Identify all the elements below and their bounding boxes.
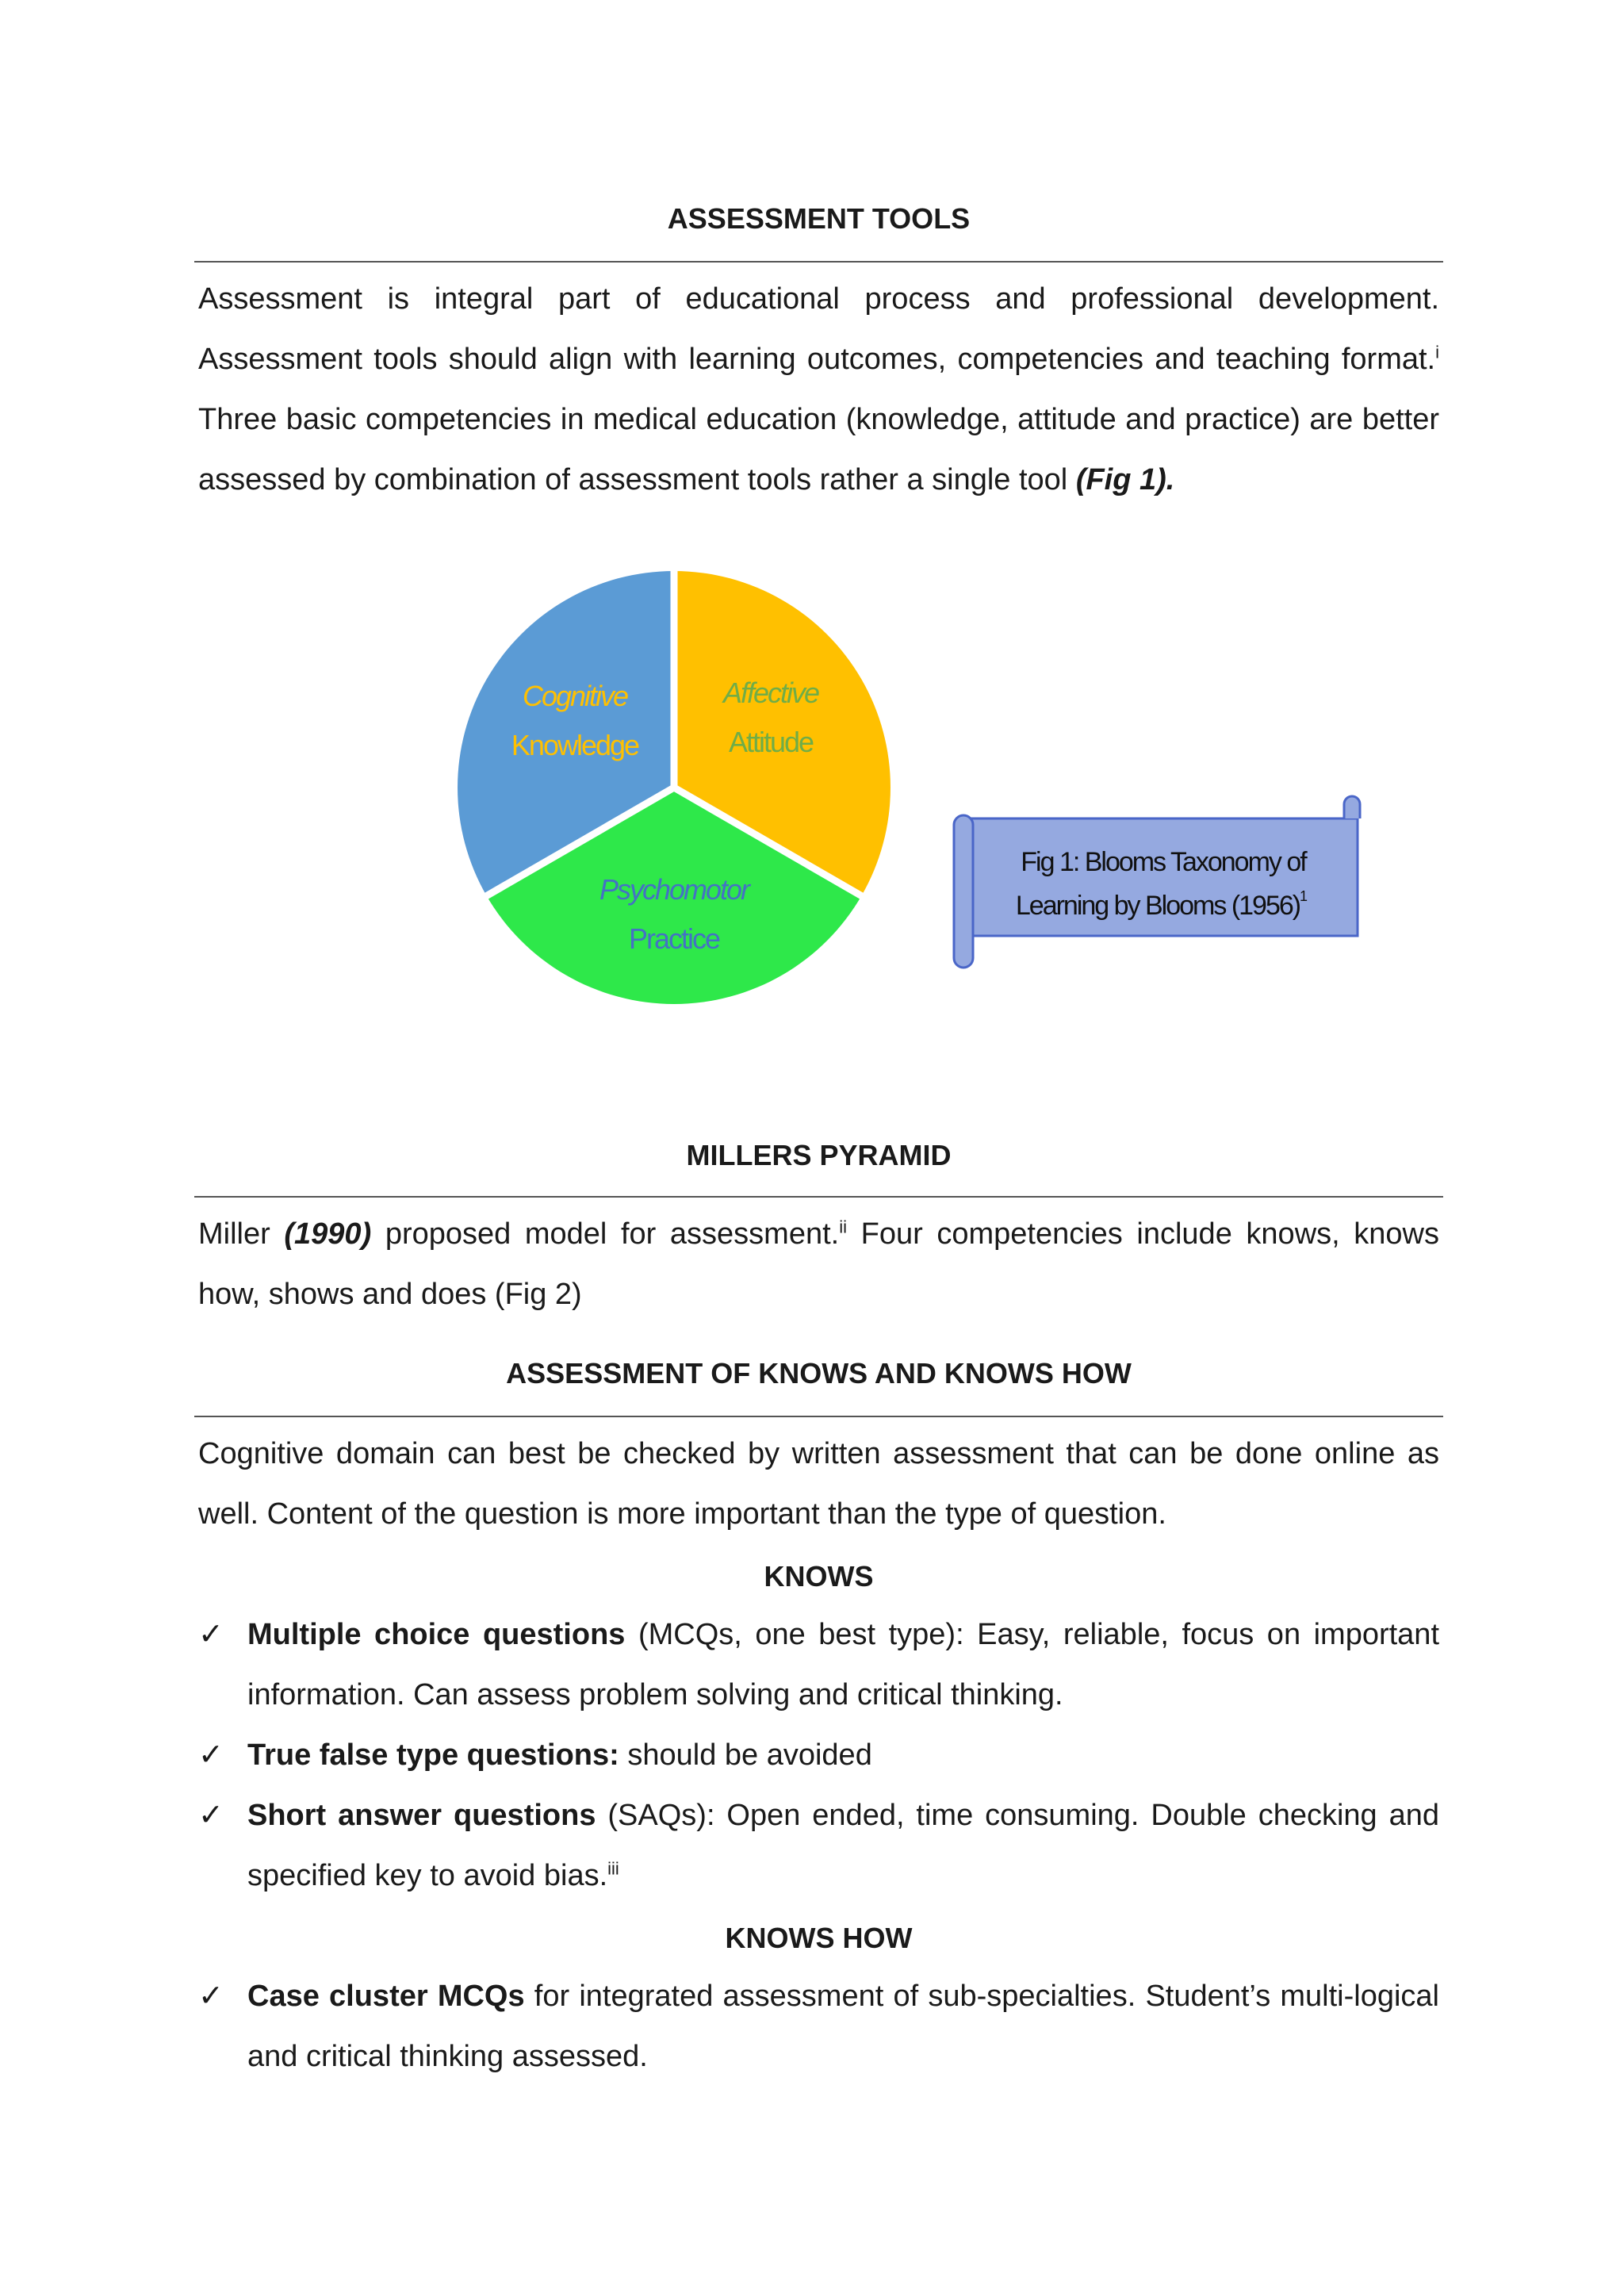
caption-sup: 1 — [1300, 888, 1308, 904]
list-item — [198, 1725, 1439, 1785]
item-description: should be avoided — [619, 1738, 872, 1772]
footnote-ref: i — [1435, 342, 1439, 362]
scroll-left-curl — [954, 815, 973, 968]
check-icon: ✓ — [198, 1618, 224, 1651]
pie-label-attitude: Attitude — [728, 726, 814, 758]
check-icon: ✓ — [198, 1738, 224, 1772]
title-divider — [194, 1196, 1443, 1198]
figure-reference: (Fig 1). — [1075, 463, 1175, 496]
intro-text-a: Assessment is integral part of educational process and professional development. Assessment tools should align with learning outcomes, competencies and teaching format. — [198, 282, 1439, 376]
pie-domain-cognitive: Cognitive — [522, 680, 628, 712]
figure-caption-scroll — [948, 793, 1376, 972]
intro-text-b: Three basic competencies in medical education (knowledge, attitude and practice) are better assessed by combination of assessment tools rather a single tool — [198, 403, 1439, 496]
pie-label-practice: Practice — [628, 922, 720, 955]
list-item — [198, 1966, 1439, 2087]
pie-domain-affective: Affective — [722, 677, 819, 709]
section-title-assessment-tools: ASSESSMENT TOOLS — [667, 202, 971, 235]
scroll-top-curl — [1344, 796, 1360, 818]
item-description: for integrated assessment of sub-specialties. Student’s multi-logical and critical thinking assessed. — [247, 1980, 1439, 2073]
section-title-knows-and-knows-how: ASSESSMENT OF KNOWS AND KNOWS HOW — [506, 1357, 1132, 1389]
footnote-ref: ii — [839, 1217, 848, 1237]
check-icon: ✓ — [198, 1799, 224, 1832]
item-description: (MCQs, one best type): Easy, reliable, focus on important information. Can assess problem solving and critical thinking. — [247, 1618, 1439, 1711]
footnote-ref: iii — [607, 1858, 619, 1879]
check-icon: ✓ — [198, 1980, 224, 2013]
item-term: Multiple choice questions — [247, 1618, 626, 1651]
intro-paragraph — [198, 269, 1439, 510]
item-term: True false type questions: — [247, 1738, 619, 1772]
miller-year: (1990) — [284, 1217, 372, 1251]
subheading-knows-how: KNOWS HOW — [725, 1922, 913, 1954]
miller-paragraph — [198, 1204, 1439, 1324]
caption-line-2: Learning by Blooms (1956) — [1015, 891, 1300, 921]
title-divider — [194, 1416, 1443, 1417]
caption-line-1: Fig 1: Blooms Taxonomy of — [1021, 847, 1306, 877]
pie-domain-psychomotor: Psychomotor — [599, 873, 749, 906]
list-item — [198, 1604, 1439, 1725]
item-description: (SAQs): Open ended, time consuming. Double checking and specified key to avoid bias. — [247, 1799, 1440, 1892]
section-title-millers-pyramid: MILLERS PYRAMID — [686, 1139, 952, 1171]
blooms-taxonomy-pie-chart — [444, 571, 920, 1047]
title-divider — [194, 261, 1443, 263]
pie-label-knowledge: Knowledge — [511, 729, 639, 761]
item-term: Short answer questions — [247, 1799, 596, 1832]
item-term: Case cluster MCQs — [247, 1980, 525, 2013]
miller-text-a: Miller — [198, 1217, 285, 1251]
subheading-knows: KNOWS — [764, 1560, 874, 1593]
miller-text-b: proposed model for assessment. — [371, 1217, 840, 1251]
list-item — [198, 1785, 1439, 1906]
miller-text-c: Four competencies include knows, knows how, shows and does (Fig 2) — [198, 1217, 1440, 1311]
cognitive-paragraph: Cognitive domain can best be checked by written assessment that can be done online as well. Content of the question is more important than the type of question. — [198, 1437, 1439, 1531]
